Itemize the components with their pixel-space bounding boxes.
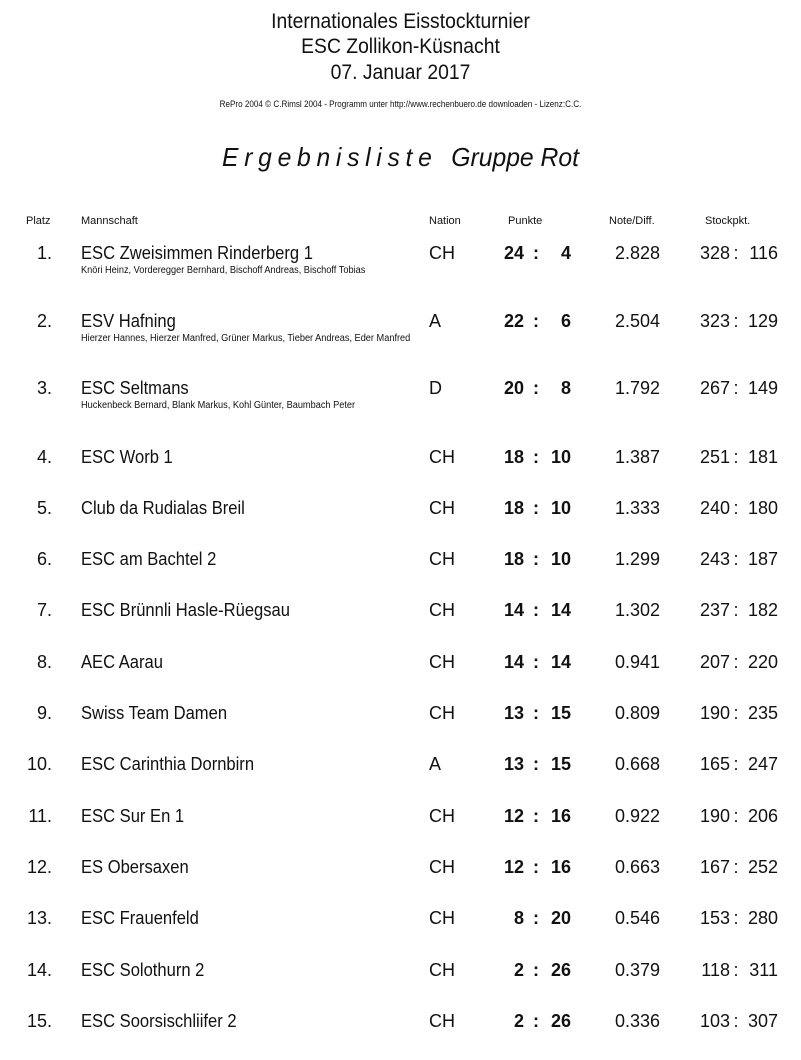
nation-cell: CH (429, 857, 455, 877)
rank-cell: 1. (36, 243, 52, 263)
note-diff-cell: 0.663 (614, 857, 660, 877)
points-for: 12 (503, 857, 524, 877)
points-against: 4 (560, 243, 571, 263)
team-name: ESC Zweisimmen Rinderberg 1 (81, 243, 313, 263)
note-diff-cell: 2.504 (614, 311, 660, 331)
points-against: 10 (550, 549, 571, 569)
team-name: AEC Aarau (81, 652, 163, 672)
stock-points-for: 237 (699, 600, 730, 620)
table-row (0, 907, 801, 957)
points-separator: : (533, 960, 539, 980)
stock-points-against: 247 (747, 754, 778, 774)
stock-points-separator: : (733, 806, 739, 826)
stock-points-separator: : (733, 243, 739, 263)
points-against: 20 (550, 908, 571, 928)
nation-cell: D (429, 378, 442, 398)
stock-points-for: 153 (699, 908, 730, 928)
note-diff-cell: 0.668 (614, 754, 660, 774)
stock-points-against: 182 (747, 600, 778, 620)
nation-cell: CH (429, 806, 455, 826)
stock-points-separator: : (733, 703, 739, 723)
team-name: ESC Worb 1 (81, 447, 173, 467)
nation-cell: A (429, 754, 442, 774)
nation-cell: CH (429, 1011, 455, 1031)
points-for: 13 (503, 754, 524, 774)
team-name: ESC Carinthia Dornbirn (81, 754, 255, 774)
stock-points-separator: : (733, 857, 739, 877)
points-for: 13 (503, 703, 524, 723)
points-separator: : (533, 806, 539, 826)
stock-points-for: 165 (699, 754, 730, 774)
points-separator: : (533, 447, 539, 467)
table-row (0, 702, 801, 752)
rank-cell: 2. (36, 311, 52, 331)
points-for: 14 (503, 600, 524, 620)
table-row (0, 959, 801, 1009)
points-against: 16 (550, 806, 571, 826)
points-separator: : (533, 311, 539, 331)
stock-points-separator: : (733, 600, 739, 620)
player-list: Hierzer Hannes, Hierzer Manfred, Grüner Markus, Tieber Andreas, Eder Manfred (81, 333, 411, 344)
nation-cell: CH (429, 243, 455, 263)
points-for: 8 (513, 908, 524, 928)
team-name: ESC Soorsischliifer 2 (81, 1011, 237, 1031)
host-club: ESC Zollikon-Küsnacht (301, 35, 500, 58)
stock-points-for: 190 (699, 806, 730, 826)
points-separator: : (533, 703, 539, 723)
rank-cell: 8. (36, 652, 52, 672)
stock-points-against: 149 (747, 378, 778, 398)
event-date: 07. Januar 2017 (330, 61, 471, 84)
column-header-nation: Nation (429, 215, 461, 227)
player-list: Huckenbeck Bernard, Blank Markus, Kohl Günter, Baumbach Peter (81, 400, 356, 411)
note-diff-cell: 0.546 (614, 908, 660, 928)
table-row (0, 242, 801, 292)
stock-points-separator: : (733, 498, 739, 518)
points-for: 14 (503, 652, 524, 672)
nation-cell: CH (429, 498, 455, 518)
rank-cell: 7. (36, 600, 52, 620)
note-diff-cell: 0.336 (614, 1011, 660, 1031)
nation-cell: A (429, 311, 442, 331)
points-separator: : (533, 1011, 539, 1031)
rank-cell: 13. (26, 908, 52, 928)
team-name: Swiss Team Damen (81, 703, 228, 723)
stock-points-against: 280 (747, 908, 778, 928)
column-header-platz: Platz (26, 215, 51, 227)
stock-points-for: 328 (699, 243, 730, 263)
points-separator: : (533, 600, 539, 620)
table-row (0, 856, 801, 906)
stock-points-separator: : (733, 754, 739, 774)
column-header-mannschaft: Mannschaft (81, 215, 138, 227)
stock-points-for: 190 (699, 703, 730, 723)
points-against: 6 (560, 311, 571, 331)
nation-cell: CH (429, 600, 455, 620)
team-name: ESC Frauenfeld (81, 908, 199, 928)
stock-points-for: 323 (699, 311, 730, 331)
points-separator: : (533, 908, 539, 928)
team-name: Club da Rudialas Breil (81, 498, 245, 518)
tournament-title: Internationales Eisstockturnier (271, 10, 530, 33)
points-against: 14 (550, 600, 571, 620)
software-credit: RePro 2004 © C.Rimsl 2004 - Programm unter http://www.rechenbuero.de downloaden - Lizenz:C.C. (219, 99, 582, 109)
points-separator: : (533, 857, 539, 877)
stock-points-separator: : (733, 549, 739, 569)
points-against: 15 (550, 703, 571, 723)
stock-points-for: 118 (701, 960, 730, 980)
stock-points-separator: : (733, 960, 739, 980)
rank-cell: 14. (26, 960, 52, 980)
team-name: ES Obersaxen (81, 857, 189, 877)
points-separator: : (533, 652, 539, 672)
table-row (0, 651, 801, 701)
nation-cell: CH (429, 960, 455, 980)
results-list-word: Ergebnisliste (222, 142, 438, 172)
team-name: ESC Seltmans (81, 378, 189, 398)
team-name: ESC Brünnli Hasle-Rüegsau (81, 600, 290, 620)
stock-points-for: 251 (699, 447, 730, 467)
table-row (0, 446, 801, 496)
table-row (0, 310, 801, 360)
nation-cell: CH (429, 549, 455, 569)
note-diff-cell: 1.299 (614, 549, 660, 569)
points-against: 26 (550, 960, 571, 980)
rank-cell: 11. (28, 806, 52, 826)
points-for: 22 (503, 311, 524, 331)
note-diff-cell: 1.387 (614, 447, 660, 467)
note-diff-cell: 0.941 (614, 652, 660, 672)
stock-points-against: 129 (747, 311, 778, 331)
points-against: 15 (550, 754, 571, 774)
nation-cell: CH (429, 447, 455, 467)
table-row (0, 497, 801, 547)
stock-points-against: 116 (749, 243, 778, 263)
points-for: 12 (503, 806, 524, 826)
stock-points-separator: : (733, 447, 739, 467)
table-row (0, 753, 801, 803)
stock-points-for: 167 (699, 857, 730, 877)
stock-points-against: 307 (747, 1011, 778, 1031)
points-for: 24 (503, 243, 524, 263)
column-header-note: Note/Diff. (609, 215, 655, 227)
rank-cell: 15. (26, 1011, 52, 1031)
team-name: ESC Solothurn 2 (81, 960, 205, 980)
points-against: 14 (550, 652, 571, 672)
note-diff-cell: 0.379 (614, 960, 660, 980)
team-name: ESV Hafning (81, 311, 176, 331)
stock-points-for: 207 (699, 652, 730, 672)
table-row (0, 599, 801, 649)
rank-cell: 10. (26, 754, 52, 774)
stock-points-against: 181 (747, 447, 778, 467)
nation-cell: CH (429, 652, 455, 672)
points-separator: : (533, 378, 539, 398)
points-against: 16 (550, 857, 571, 877)
team-name: ESC am Bachtel 2 (81, 549, 217, 569)
note-diff-cell: 0.922 (614, 806, 660, 826)
points-for: 20 (503, 378, 524, 398)
stock-points-against: 235 (747, 703, 778, 723)
stock-points-separator: : (733, 908, 739, 928)
points-against: 26 (550, 1011, 571, 1031)
rank-cell: 5. (36, 498, 52, 518)
stock-points-against: 252 (747, 857, 778, 877)
stock-points-separator: : (733, 311, 739, 331)
stock-points-for: 243 (699, 549, 730, 569)
table-row (0, 548, 801, 598)
points-for: 18 (503, 498, 524, 518)
stock-points-for: 103 (699, 1011, 730, 1031)
nation-cell: CH (429, 908, 455, 928)
player-list: Knöri Heinz, Vorderegger Bernhard, Bischoff Andreas, Bischoff Tobias (81, 265, 366, 276)
points-against: 8 (560, 378, 571, 398)
stock-points-for: 267 (699, 378, 730, 398)
column-header-punkte: Punkte (508, 215, 543, 227)
stock-points-separator: : (733, 1011, 739, 1031)
stock-points-against: 187 (747, 549, 778, 569)
rank-cell: 6. (36, 549, 52, 569)
rank-cell: 3. (36, 378, 52, 398)
points-separator: : (533, 243, 539, 263)
note-diff-cell: 1.792 (614, 378, 660, 398)
stock-points-against: 311 (749, 960, 778, 980)
table-row (0, 805, 801, 855)
stock-points-against: 206 (747, 806, 778, 826)
results-list-title (20, 140, 781, 174)
rank-cell: 4. (36, 447, 52, 467)
points-for: 2 (513, 960, 524, 980)
note-diff-cell: 2.828 (614, 243, 660, 263)
stock-points-separator: : (733, 652, 739, 672)
column-header-stockpunkte: Stockpkt. (705, 215, 751, 227)
rank-cell: 9. (36, 703, 52, 723)
points-separator: : (533, 754, 539, 774)
points-against: 10 (550, 498, 571, 518)
table-row (0, 1010, 801, 1060)
note-diff-cell: 1.302 (614, 600, 660, 620)
stock-points-against: 180 (747, 498, 778, 518)
team-name: ESC Sur En 1 (81, 806, 185, 826)
nation-cell: CH (429, 703, 455, 723)
points-for: 2 (513, 1011, 524, 1031)
points-for: 18 (503, 549, 524, 569)
points-separator: : (533, 498, 539, 518)
note-diff-cell: 1.333 (614, 498, 660, 518)
stock-points-separator: : (733, 378, 739, 398)
table-row (0, 377, 801, 427)
stock-points-against: 220 (747, 652, 778, 672)
note-diff-cell: 0.809 (614, 703, 660, 723)
group-name: Gruppe Rot (451, 142, 579, 172)
points-against: 10 (550, 447, 571, 467)
points-for: 18 (503, 447, 524, 467)
points-separator: : (533, 549, 539, 569)
rank-cell: 12. (26, 857, 52, 877)
stock-points-for: 240 (699, 498, 730, 518)
